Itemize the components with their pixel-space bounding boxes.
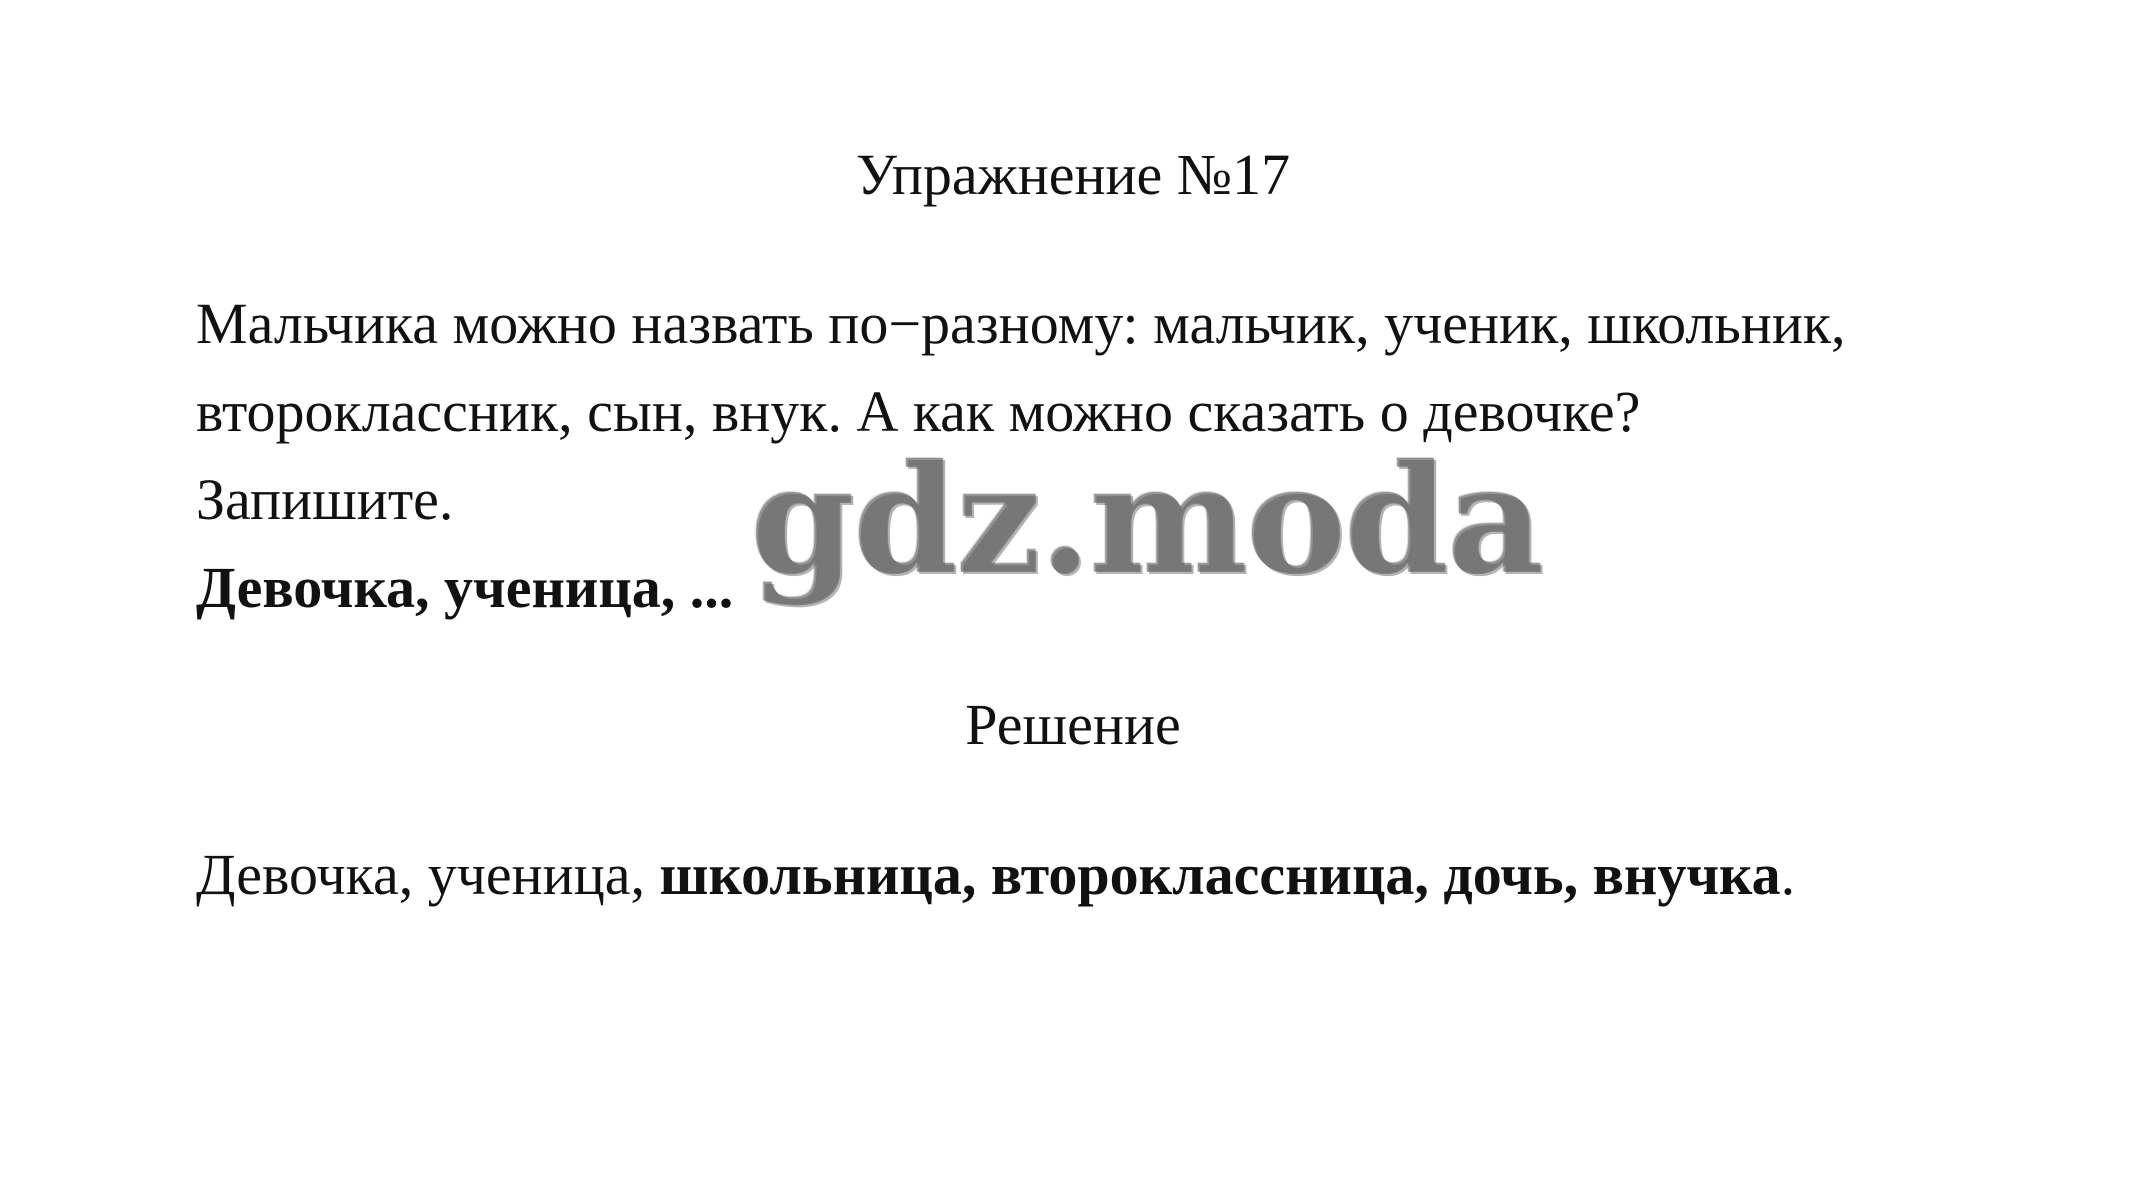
answer-plain-part: Девочка, ученица, [196,842,660,907]
task-line-1: Мальчика можно назвать по−разному: мальчик, ученик, школьник, [196,291,1846,356]
task-answer-stub: Девочка, ученица, ... [196,555,734,620]
solution-title: Решение [965,692,1181,757]
watermark-logo: gdz.moda [750,432,1543,608]
answer-period: . [1780,842,1796,907]
task-text [196,280,1996,632]
task-line-3: Запишите. [196,467,454,532]
solution-answer [196,840,2046,910]
exercise-title: Упражнение №17 [855,142,1291,207]
task-line-2: второклассник, сын, внук. А как можно сказать о девочке? [196,379,1641,444]
answer-bold-part: школьница, второклассница, дочь, внучка [659,842,1781,907]
